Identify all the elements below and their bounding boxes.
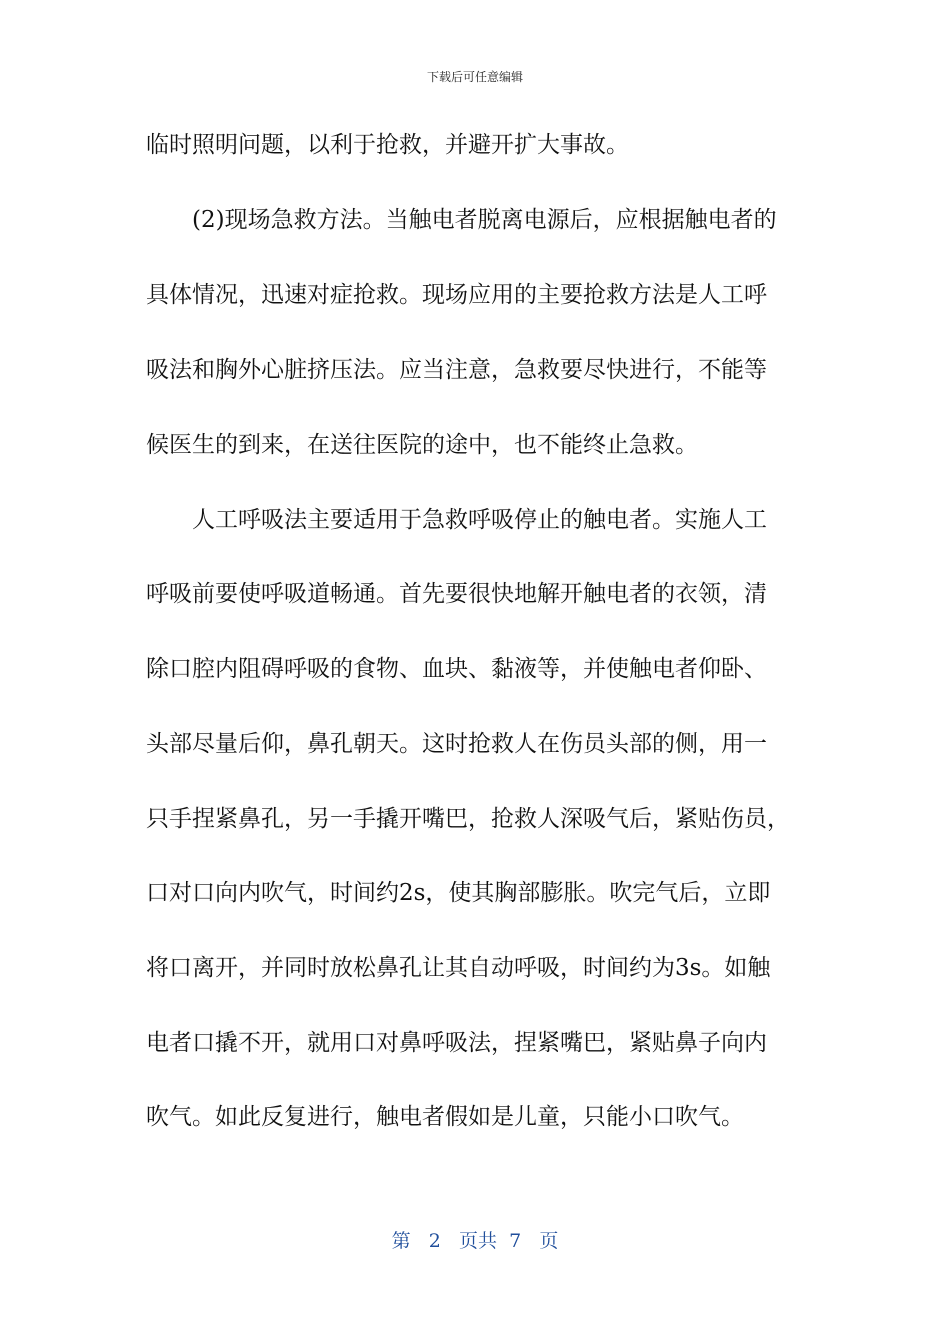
page-footer: [0, 1226, 950, 1253]
text-line: 人工呼吸法主要适用于急救呼吸停止的触电者。实施人工: [192, 507, 767, 533]
text-line: 除口腔内阻碍呼吸的食物、血块、黏液等，并使触电者仰卧、: [146, 656, 767, 682]
text-line: (2)现场急救方法。当触电者脱离电源后，应根据触电者的: [192, 207, 777, 233]
text-line: 头部尽量后仰，鼻孔朝天。这时抢救人在伤员头部的侧，用一: [146, 731, 767, 757]
text-line: 具体情况，迅速对症抢救。现场应用的主要抢救方法是人工呼: [146, 282, 767, 308]
header-note: 下载后可任意编辑: [426, 70, 523, 84]
page-label-mid: 页共: [459, 1230, 498, 1252]
text-line: 只手捏紧鼻孔，另一手撬开嘴巴，抢救人深吸气后，紧贴伤员，: [146, 806, 790, 832]
text-line: 口对口向内吹气，时间约2s，使其胸部膨胀。吹完气后，立即: [146, 880, 771, 906]
text-line: 临时照明问题，以利于抢救，并避开扩大事故。: [146, 132, 629, 158]
page-label-prefix: 第: [391, 1230, 411, 1252]
text-line: 吹气。如此反复进行，触电者假如是儿童，只能小口吹气。: [146, 1104, 744, 1130]
text-line: 呼吸前要使呼吸道畅通。首先要很快地解开触电者的衣领，清: [146, 581, 767, 607]
page-label-suffix: 页: [539, 1230, 559, 1252]
text-line: 将口离开，并同时放松鼻孔让其自动呼吸，时间约为3s。如触: [146, 955, 771, 981]
text-line: 电者口撬不开，就用口对鼻呼吸法，捏紧嘴巴，紧贴鼻子向内: [146, 1030, 767, 1056]
page-total: 7: [509, 1230, 522, 1252]
text-line: 吸法和胸外心脏挤压法。应当注意，急救要尽快进行，不能等: [146, 357, 767, 383]
text-line: 候医生的到来，在送往医院的途中，也不能终止急救。: [146, 432, 698, 458]
page-current: 2: [428, 1230, 441, 1252]
